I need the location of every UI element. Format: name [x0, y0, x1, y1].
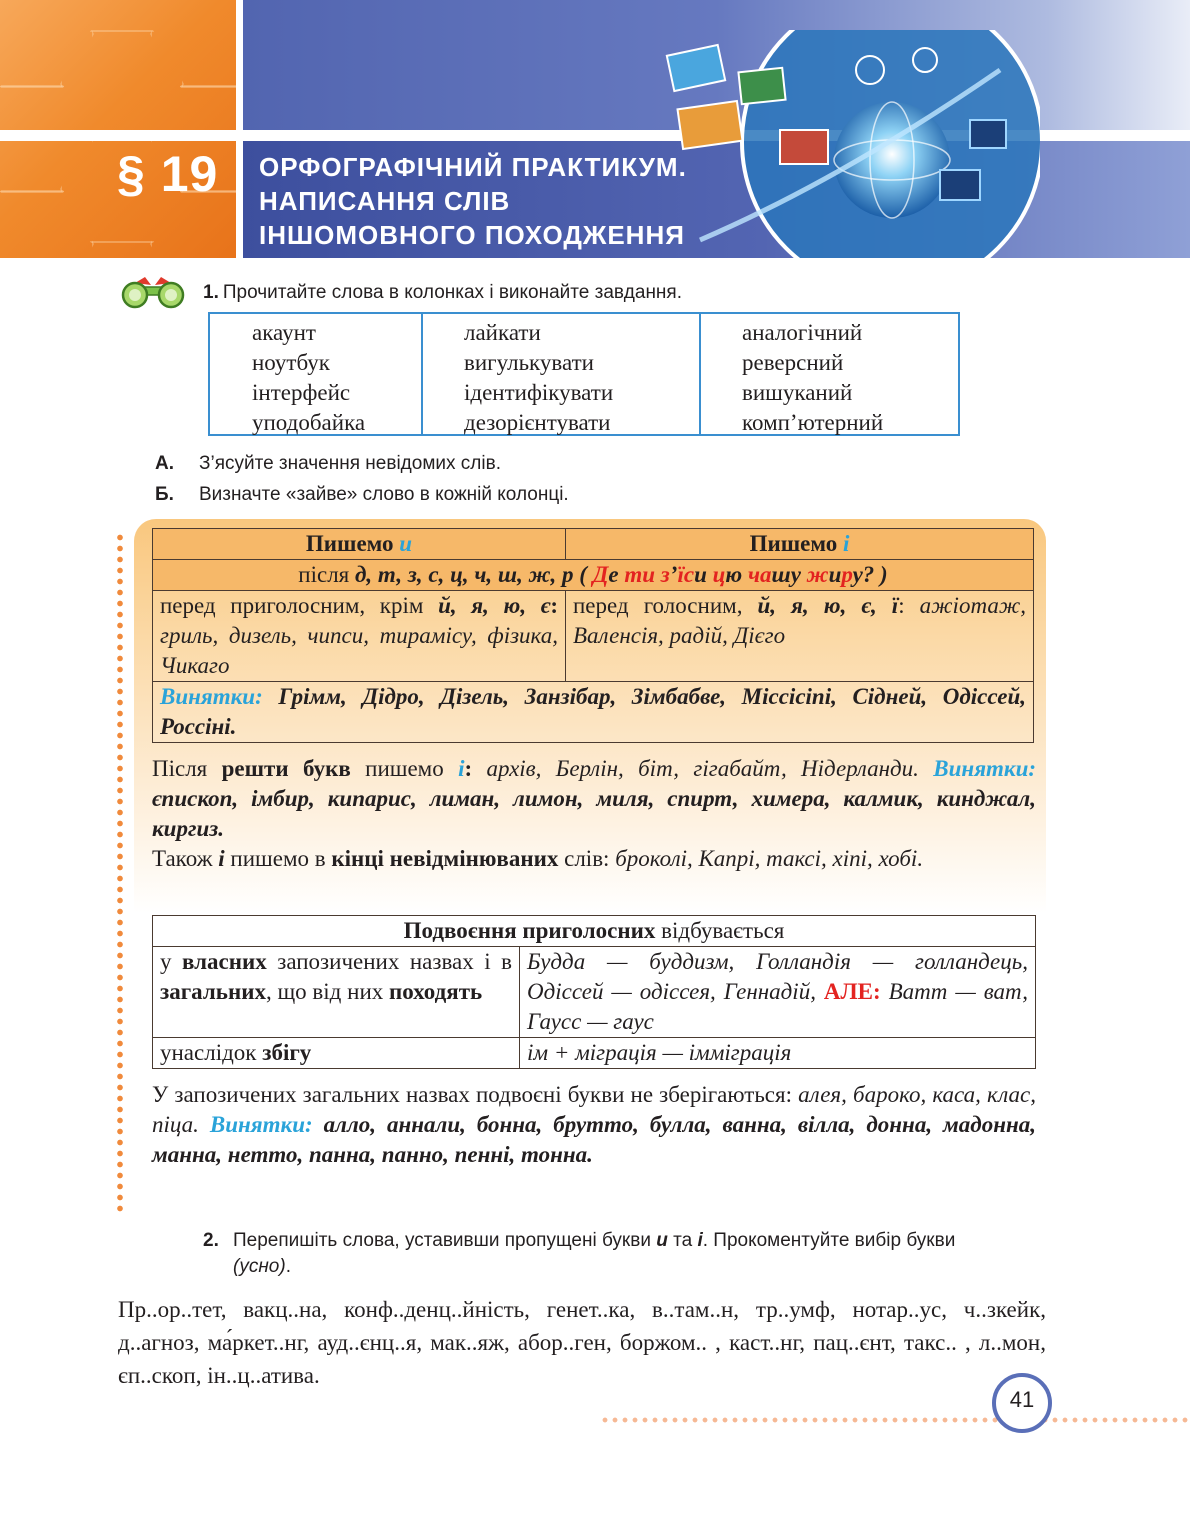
- header-write-y: Пишемо и: [153, 529, 566, 560]
- rule-paragraph-no-doubling: У запозичених загальних назвах подвоєні букви не зберігаються: алея, бароко, каса, клас, піца. Винятки: алло, аннали, бонна, брутто, булла, ванна, вілла, донна, мадонна, манна, нетто, панна, панно, пенні, тонна.: [152, 1082, 1037, 1167]
- word: акаунт: [252, 320, 316, 345]
- exercise-number: 2.: [203, 1230, 219, 1251]
- dotted-margin-line: [116, 532, 124, 1212]
- rule-paragraph-rest-letters: Після решти букв пишемо і: архів, Берлін, біт, гігабайт, Нідерланди. Винятки: єпископ, імбир, кипарис, лиман, лимон, миля, спирт, химера, калмик, кинджал, киргиз.: [152, 756, 1037, 841]
- word-column: [210, 314, 423, 434]
- header-divider-vertical: [236, 0, 243, 258]
- before-vowel-cell: перед голосним, й, я, ю, є, ї: ажіотаж, Валенсія, радій, Дієго: [566, 591, 1034, 682]
- subtask-letter: Б.: [155, 484, 174, 505]
- after-consonants-rule: після д, т, з, с, ц, ч, ш, ж, р ( Де ти з’їси цю чашу жиру? ): [153, 560, 1034, 591]
- binoculars-icon: [117, 275, 189, 309]
- word: комп’ютерний: [742, 410, 884, 435]
- subtask-a: [155, 453, 501, 475]
- section-title: [259, 150, 687, 252]
- subtask-text: З’ясуйте значення невідомих слів.: [199, 453, 501, 474]
- word: ідентифікувати: [464, 380, 614, 405]
- word: ноутбук: [252, 350, 330, 375]
- proper-names-examples: Будда — буддизм, Голландія — голландець, Одіссей — одіссея, Геннадій, АЛЕ: Ватт — ват, Гаусс — гаус: [520, 947, 1036, 1038]
- before-consonant-cell: перед приголосним, крім й, я, ю, є: гриль, дизель, чипси, тирамісу, фізика, Чикаго: [153, 591, 566, 682]
- word: інтерфейс: [252, 380, 351, 405]
- confluence-example: ім + міграція — імміграція: [520, 1038, 1036, 1069]
- word: аналогічний: [742, 320, 863, 345]
- section-title-line: ІНШОМОВНОГО ПОХОДЖЕННЯ: [259, 220, 685, 250]
- word-column: [701, 314, 954, 434]
- word: вишуканий: [742, 380, 853, 405]
- confluence-cell: унаслідок збігу: [153, 1038, 520, 1069]
- exercise-text: Прочитайте слова в колонках і виконайте завдання.: [222, 282, 682, 303]
- letter-y: и: [399, 531, 413, 556]
- subtask-text: Визначте «зайве» слово в кожній колонці.: [199, 484, 569, 505]
- proper-names-cell: у власних запозичених назвах і в загальних, що від них походять: [153, 947, 520, 1038]
- word-columns-table: [208, 312, 960, 436]
- exercise-2-words: Пр..ор..тет, вакц..на, конф..денц..йність, генет..ка, в..там..н, тр..умф, нотар..ус, ч..зкейк, д..агноз, ма́ркет..нг, ауд..єнц..я, мак..яж, абор..ген, боржом.. , каст..нг, пац..єнт, такс.. , л..мон, єп..скоп, ін..ц..атива.: [118, 1297, 1046, 1388]
- footer-dotted-line: [600, 1416, 1190, 1424]
- subtask-letter: А.: [155, 453, 174, 474]
- word: реверсний: [742, 350, 844, 375]
- word: уподобайка: [252, 410, 366, 435]
- i-y-rule-table: [152, 528, 1034, 743]
- subtask-b: [155, 484, 569, 506]
- exceptions-cell: Винятки: Грімм, Дідро, Дізель, Занзібар, Зімбабве, Міссісіпі, Сідней, Одіссей, Россіні.: [153, 682, 1034, 743]
- exercise-number: 1.: [203, 282, 219, 303]
- doubling-header: Подвоєння приголосних відбувається: [153, 916, 1036, 947]
- word: лайкати: [464, 320, 541, 345]
- exercise-1-instruction: [203, 282, 682, 304]
- technology-globe-illustration: [640, 30, 1040, 258]
- header-orange-panel: [0, 0, 236, 258]
- exercise-text: Перепишіть слова, уставивши пропущені букви и та і. Прокоментуйте вибір букви (усно).: [233, 1230, 956, 1277]
- page-number: 41: [1009, 1387, 1035, 1412]
- word: вигулькувати: [464, 350, 594, 375]
- word: дезорієнтувати: [464, 410, 611, 435]
- rule-paragraph-indeclinable: Також і пишемо в кінці невідмінюваних слів: броколі, Капрі, таксі, хіпі, хобі.: [152, 846, 924, 871]
- section-number: § 19: [117, 146, 219, 202]
- header-write-i: Пишемо і: [566, 529, 1034, 560]
- section-title-line: НАПИСАННЯ СЛІВ: [259, 186, 511, 216]
- letter-i: і: [843, 531, 850, 556]
- exercise-2-instruction: [203, 1228, 1003, 1280]
- section-title-line: ОРФОГРАФІЧНИЙ ПРАКТИКУМ.: [259, 152, 687, 182]
- doubling-consonants-table: [152, 915, 1036, 1069]
- word-column: [423, 314, 701, 434]
